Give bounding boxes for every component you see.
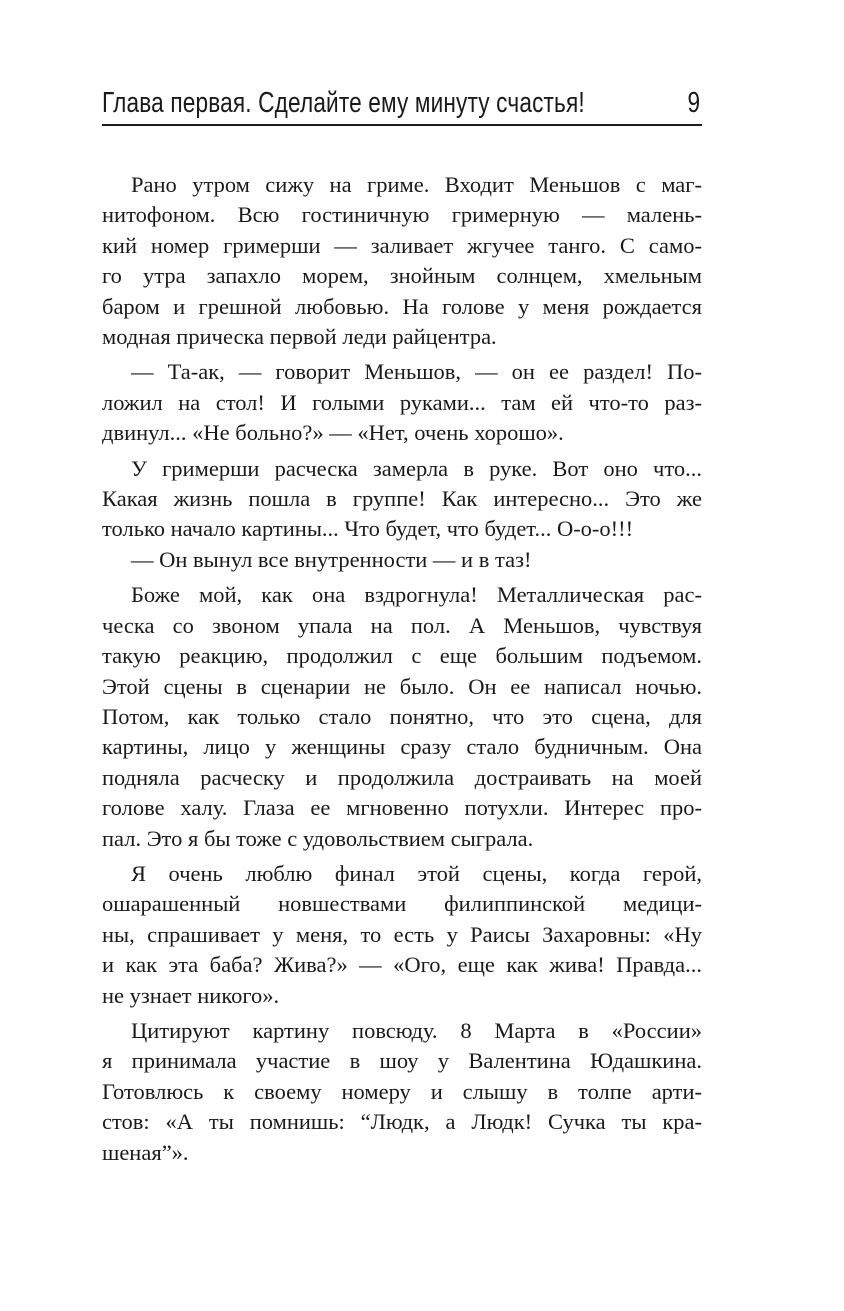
text-line: модная прическа первой леди райцентра. [102, 324, 497, 350]
text-line: — Та-ак, — говорит Меньшов, — он ее раздел! По- [131, 359, 702, 385]
paragraph [102, 170, 702, 352]
paragraph [102, 454, 702, 545]
text-line: кий номер гримерши — заливает жгучее танго. С само- [102, 232, 702, 258]
text-line: ошарашенный новшествами филиппинской медици- [102, 891, 702, 917]
text-line: не узнает никого». [102, 982, 280, 1008]
text-line: ложил на стол! И голыми руками... там ей что-то раз- [102, 389, 702, 415]
page-number: 9 [687, 87, 700, 119]
text-line: такую реакцию, продолжил с еще большим подъемом. [102, 643, 702, 669]
text-line: голове халу. Глаза ее мгновенно потухли. Интерес про- [102, 795, 702, 821]
paragraph [102, 580, 702, 854]
paragraph [102, 357, 702, 448]
text-line: Я очень люблю финал этой сцены, когда герой, [131, 860, 702, 886]
text-line: баром и грешной любовью. На голове у меня рождается [102, 293, 702, 319]
chapter-title: Глава первая. Сделайте ему минуту счастья! [102, 87, 585, 119]
text-line: Рано утром сижу на гриме. Входит Меньшов с маг- [131, 172, 702, 197]
text-line: и как эта баба? Жива?» — «Ого, еще как жива! Правда... [102, 952, 702, 978]
text-line: Цитируют картину повсюду. 8 Марта в «России» [131, 1017, 702, 1043]
text-line: пал. Это я бы тоже с удовольствием сыграла. [102, 825, 534, 851]
text-line: — Он вынул все внутренности — и в таз! [131, 546, 532, 572]
text-line: я принимала участие в шоу у Валентина Юдашкина. [102, 1048, 702, 1074]
text-line: нитофоном. Всю гостиничную гримерную — малень- [102, 202, 702, 228]
text-line: подняла расческу и продолжила достраивать на моей [102, 764, 702, 790]
text-line: го утра запахло морем, знойным солнцем, хмельным [102, 263, 702, 289]
text-line: картины, лицо у женщины сразу стало будничным. Она [102, 734, 702, 760]
text-line: Готовлюсь к своему номеру и слышу в толпе арти- [102, 1078, 702, 1104]
text-line: Этой сцены в сценарии не было. Он ее написал ночью. [102, 673, 702, 699]
text-line: ческа со звоном упала на пол. А Меньшов, чувствуя [102, 612, 702, 638]
text-line: Боже мой, как она вздрогнула! Металлическая рас- [131, 582, 702, 608]
text-line: двинул... «Не больно?» — «Нет, очень хорошо». [102, 420, 564, 446]
text-line: У гримерши расческа замерла в руке. Вот оно что... [131, 455, 702, 481]
paragraph [102, 1016, 702, 1168]
text-line: только начало картины... Что будет, что будет... О-о-о!!! [102, 516, 634, 542]
text-line: Какая жизнь пошла в группе! Как интересно... Это же [102, 486, 702, 512]
body-text [102, 170, 702, 1168]
paragraph [102, 545, 702, 575]
text-line: Потом, как только стало понятно, что это сцена, для [102, 703, 702, 729]
text-line: стов: «А ты помнишь: “Людк, а Людк! Сучка ты кра- [102, 1109, 702, 1135]
text-line: шеная”». [102, 1139, 189, 1165]
running-header [102, 84, 702, 126]
text-line: ны, спрашивает у меня, то есть у Раисы Захаровны: «Ну [102, 921, 702, 947]
paragraph [102, 859, 702, 1011]
